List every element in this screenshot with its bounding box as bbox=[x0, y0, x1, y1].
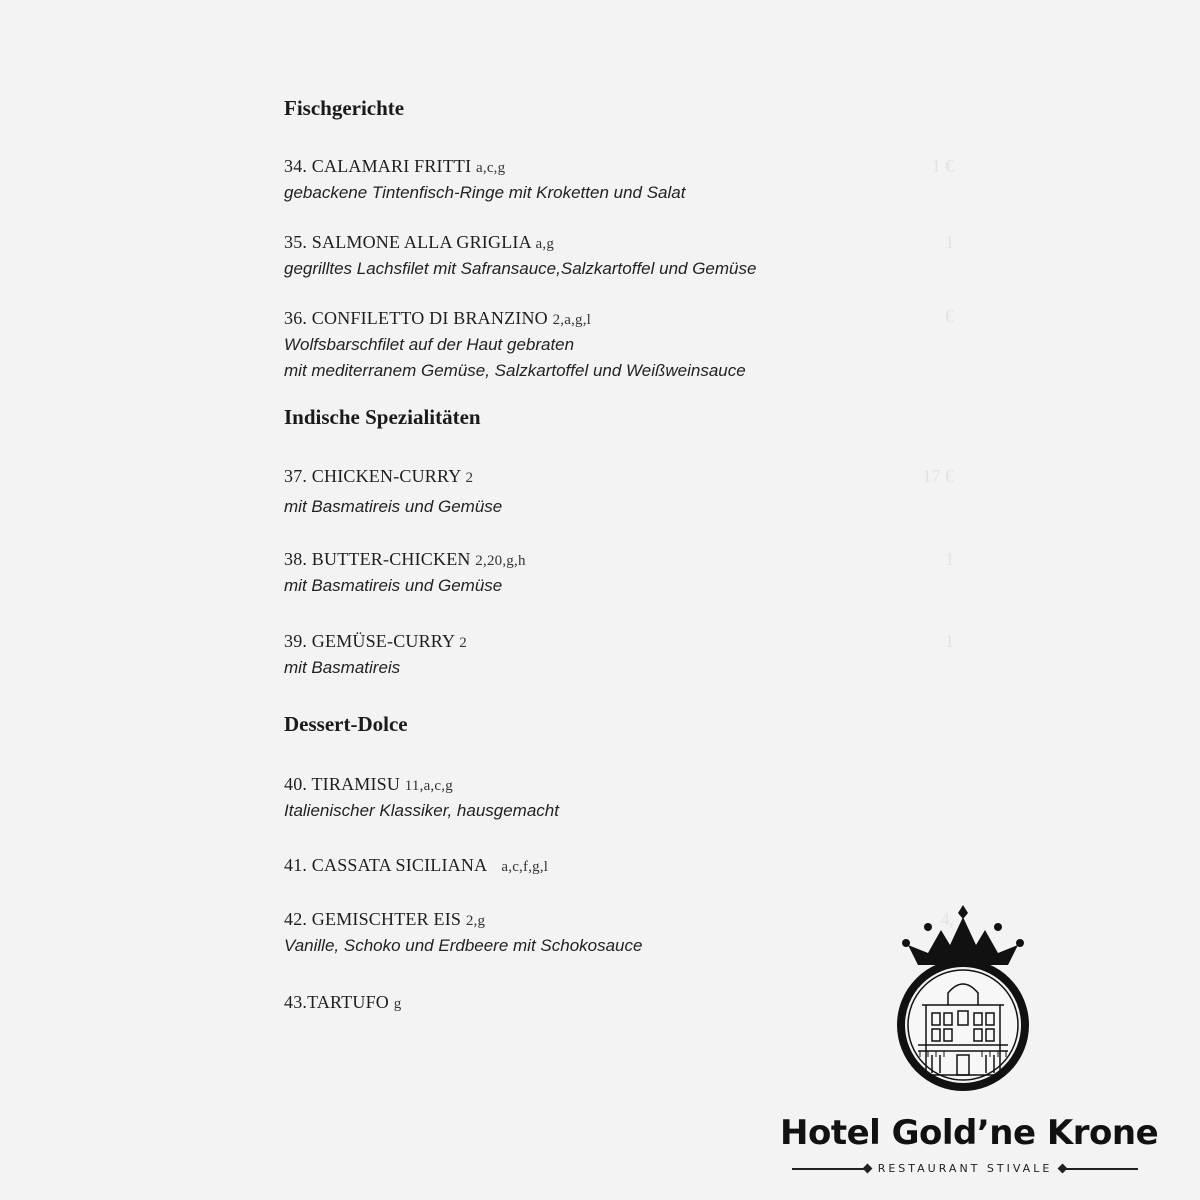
hotel-logo bbox=[780, 905, 1159, 1185]
item-description: mit Basmatireis und Gemüse bbox=[284, 576, 503, 595]
item-allergens: 2,20,g,h bbox=[475, 553, 526, 569]
item-allergens: a,c,g bbox=[476, 160, 506, 176]
item-allergens: 2,g bbox=[465, 913, 486, 929]
item-description: gebackene Tintenfisch-Ringe mit Kroketten und Salat bbox=[284, 183, 686, 202]
item-price: 1 bbox=[945, 631, 954, 651]
menu-item-36 bbox=[284, 306, 984, 384]
crown-building-icon bbox=[888, 905, 1038, 1105]
menu-item-38 bbox=[284, 547, 984, 599]
item-price: 17 € bbox=[922, 466, 954, 486]
item-allergens: a,g bbox=[535, 236, 555, 252]
menu-item-37 bbox=[284, 464, 984, 520]
brand-name: Hotel Gold’ne Krone bbox=[780, 1113, 1159, 1153]
item-name: 35. SALMONE ALLA GRIGLIA bbox=[284, 232, 531, 252]
item-allergens: 2,a,g,l bbox=[552, 312, 592, 328]
section-title-dessert-dolce: Dessert-Dolce bbox=[284, 712, 408, 736]
item-name: 34. CALAMARI FRITTI bbox=[284, 156, 472, 176]
item-description: gegrilltes Lachsfilet mit Safransauce,Salzkartoffel und Gemüse bbox=[284, 259, 757, 278]
item-price: 1 bbox=[945, 549, 954, 569]
item-description: mit mediterranem Gemüse, Salzkartoffel und Weißweinsauce bbox=[284, 361, 746, 380]
item-description: Italienischer Klassiker, hausgemacht bbox=[284, 801, 559, 820]
item-allergens: 2 bbox=[459, 635, 467, 651]
item-description: Vanille, Schoko und Erdbeere mit Schokosauce bbox=[284, 936, 643, 955]
item-description: mit Basmatireis und Gemüse bbox=[284, 497, 503, 516]
item-name: 36. CONFILETTO DI BRANZINO bbox=[284, 308, 548, 328]
item-allergens: 2 bbox=[465, 470, 474, 486]
menu-item-34 bbox=[284, 154, 984, 206]
brand-subtitle-row bbox=[780, 1162, 1150, 1176]
item-price: 4, bbox=[940, 909, 954, 929]
item-name: 41. CASSATA SICILIANA bbox=[284, 855, 488, 875]
brand-subtitle: RESTAURANT STIVALE bbox=[877, 1162, 1053, 1175]
menu-item-41 bbox=[284, 853, 984, 879]
item-description: mit Basmatireis bbox=[284, 658, 401, 677]
item-price: 1 bbox=[945, 232, 954, 252]
menu-item-39 bbox=[284, 629, 984, 681]
item-allergens: 11,a,c,g bbox=[404, 778, 453, 794]
item-name: 38. BUTTER-CHICKEN bbox=[284, 549, 471, 569]
item-name: 39. GEMÜSE-CURRY bbox=[284, 631, 455, 651]
item-name: 37. CHICKEN-CURRY bbox=[284, 466, 461, 486]
item-allergens: g bbox=[393, 996, 402, 1012]
section-title-indische-spezialitaeten: Indische Spezialitäten bbox=[284, 405, 481, 429]
item-allergens: a,c,f,g,l bbox=[501, 859, 549, 875]
item-description: Wolfsbarschfilet auf der Haut gebraten bbox=[284, 335, 575, 354]
item-price: € bbox=[945, 306, 954, 326]
menu-item-35 bbox=[284, 230, 984, 282]
item-name: 40. TIRAMISU bbox=[284, 774, 401, 794]
item-price: 1 € bbox=[931, 156, 954, 176]
item-name: 43.TARTUFO bbox=[284, 992, 389, 1012]
item-name: 42. GEMISCHTER EIS bbox=[284, 909, 462, 929]
menu-item-40 bbox=[284, 772, 984, 824]
section-title-fischgerichte: Fischgerichte bbox=[284, 96, 405, 120]
